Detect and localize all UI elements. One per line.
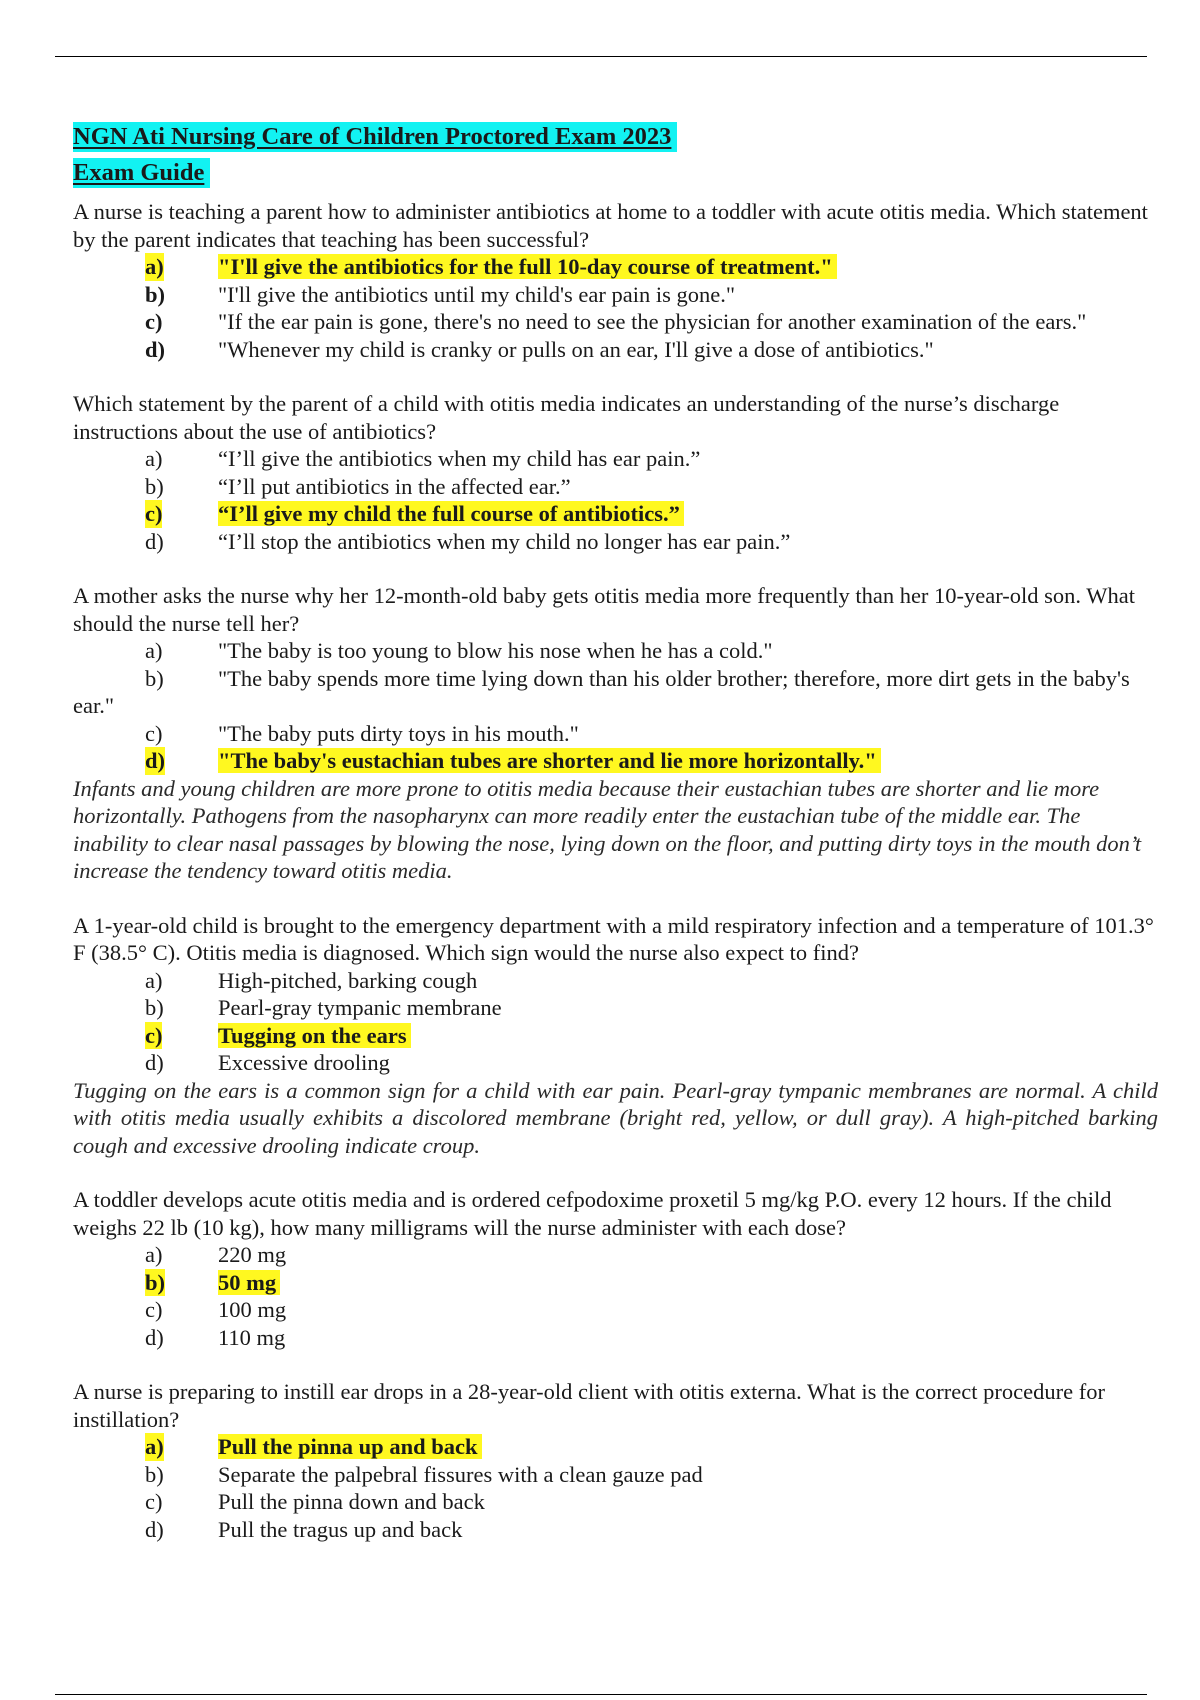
option-text: High-pitched, barking cough xyxy=(218,967,478,993)
option-b xyxy=(73,1461,1158,1489)
option-letter: a) xyxy=(145,1242,163,1267)
subtitle-block xyxy=(73,158,1158,188)
option-letter: d) xyxy=(145,1516,164,1542)
question-5 xyxy=(73,1186,1158,1351)
option-letter: d) xyxy=(145,1050,164,1075)
option-letter: d) xyxy=(145,748,166,773)
option-a xyxy=(73,637,1158,665)
option-letter: a) xyxy=(145,638,163,663)
option-text: 50 mg xyxy=(218,1270,280,1295)
question-2 xyxy=(73,390,1158,555)
option-text: 110 mg xyxy=(218,1324,286,1350)
option-letter: d) xyxy=(145,528,164,554)
bottom-rule xyxy=(55,1694,1147,1695)
question-1 xyxy=(73,198,1158,363)
option-letter: b) xyxy=(145,281,166,307)
option-text: “I’ll put antibiotics in the affected ear.” xyxy=(218,473,571,499)
option-c xyxy=(73,1488,1158,1516)
option-text: "Whenever my child is cranky or pulls on an ear, I'll give a dose of antibiotics." xyxy=(218,336,934,362)
question-stem: A nurse is teaching a parent how to administer antibiotics at home to a toddler with acute otitis media. Which statement by the parent indicates that teaching has been successful? xyxy=(73,199,1148,252)
option-c xyxy=(73,1022,1158,1050)
option-text: "I'll give the antibiotics until my child's ear pain is gone." xyxy=(218,281,736,307)
option-b xyxy=(73,665,1158,720)
option-letter: d) xyxy=(145,336,166,362)
question-6 xyxy=(73,1378,1158,1543)
question-stem: A nurse is preparing to instill ear drops in a 28-year-old client with otitis externa. What is the correct procedure for instillation? xyxy=(73,1379,1105,1432)
rationale-text: Tugging on the ears is a common sign for a child with ear pain. Pearl-gray tympanic membranes are normal. A child with otitis media usually exhibits a discolored membrane (bright red, yellow, or dull gray). A high-pitched barking cough and excessive drooling indicate croup. xyxy=(73,1077,1158,1158)
option-text: "If the ear pain is gone, there's no need to see the physician for another examination of the ears." xyxy=(218,309,1087,334)
option-text: “I’ll give the antibiotics when my child has ear pain.” xyxy=(218,446,701,471)
document-subtitle: Exam Guide xyxy=(73,158,210,188)
option-c xyxy=(73,500,1158,528)
option-text: "I'll give the antibiotics for the full 10-day course of treatment." xyxy=(218,254,837,279)
option-letter: b) xyxy=(145,665,164,691)
option-d xyxy=(73,747,1158,775)
document-title: NGN Ati Nursing Care of Children Proctored Exam 2023 xyxy=(73,122,677,152)
option-d xyxy=(73,1324,1158,1352)
top-rule xyxy=(55,56,1147,57)
question-stem: Which statement by the parent of a child with otitis media indicates an understanding of the nurse’s discharge instructions about the use of antibiotics? xyxy=(73,391,1060,444)
option-text: "The baby's eustachian tubes are shorter and lie more horizontally." xyxy=(218,748,881,773)
option-d xyxy=(73,1516,1158,1544)
option-letter: a) xyxy=(145,254,164,279)
rationale-text: Infants and young children are more prone to otitis media because their eustachian tubes are shorter and lie more horizontally. Pathogens from the nasopharynx can more readily enter the eustachian tube of the middle ear. The inability to clear nasal passages by blowing the nose, lying down on the floor, and putting dirty toys in the mouth don’t increase the tendency toward otitis media. xyxy=(73,775,1142,883)
option-text: “I’ll give my child the full course of antibiotics.” xyxy=(218,501,684,526)
option-b xyxy=(73,473,1158,501)
option-letter: c) xyxy=(145,1489,163,1514)
option-text: Pull the pinna down and back xyxy=(218,1489,485,1514)
option-d xyxy=(73,336,1158,364)
question-4 xyxy=(73,912,1158,1160)
option-text: Excessive drooling xyxy=(218,1050,390,1075)
option-text: 100 mg xyxy=(218,1297,287,1322)
option-letter: c) xyxy=(145,1297,163,1322)
option-text: "The baby puts dirty toys in his mouth." xyxy=(218,720,579,746)
question-stem: A 1-year-old child is brought to the emergency department with a mild respiratory infection and a temperature of 101.3° F (38.5° C). Otitis media is diagnosed. Which sign would the nurse also expect to find? xyxy=(73,912,1154,965)
option-letter: c) xyxy=(145,501,163,526)
option-text: 220 mg xyxy=(218,1242,287,1267)
option-a xyxy=(73,253,1158,281)
option-letter: b) xyxy=(145,995,164,1020)
question-stem: A toddler develops acute otitis media and is ordered cefpodoxime proxetil 5 mg/kg P.O. every 12 hours. If the child weighs 22 lb (10 kg), how many milligrams will the nurse administer with each dose? xyxy=(73,1187,1112,1240)
option-letter: b) xyxy=(145,1461,164,1487)
option-letter: a) xyxy=(145,1434,164,1459)
option-letter: b) xyxy=(145,1269,166,1295)
option-letter: c) xyxy=(145,1022,163,1048)
document-body xyxy=(73,122,1158,1543)
option-letter: c) xyxy=(145,720,163,746)
option-a xyxy=(73,1241,1158,1269)
option-letter: c) xyxy=(145,309,163,334)
option-letter: b) xyxy=(145,473,164,499)
option-text: "The baby spends more time lying down than his older brother; therefore, more dirt gets in the baby's ear." xyxy=(73,665,1130,718)
option-b xyxy=(73,994,1158,1022)
option-text: Separate the palpebral fissures with a clean gauze pad xyxy=(218,1461,703,1487)
option-text: "The baby is too young to blow his nose when he has a cold." xyxy=(218,638,773,663)
title-block xyxy=(73,122,1158,152)
option-c xyxy=(73,1296,1158,1324)
option-a xyxy=(73,1433,1158,1461)
question-3 xyxy=(73,582,1158,885)
option-c xyxy=(73,720,1158,748)
option-text: Tugging on the ears xyxy=(218,1023,411,1048)
option-a xyxy=(73,967,1158,995)
option-text: Pearl-gray tympanic membrane xyxy=(218,995,502,1020)
option-letter: d) xyxy=(145,1324,164,1350)
option-c xyxy=(73,308,1158,336)
option-b xyxy=(73,1269,1158,1297)
option-a xyxy=(73,445,1158,473)
option-text: Pull the pinna up and back xyxy=(218,1434,482,1459)
option-d xyxy=(73,1049,1158,1077)
option-letter: a) xyxy=(145,446,163,471)
option-d xyxy=(73,528,1158,556)
option-b xyxy=(73,281,1158,309)
option-letter: a) xyxy=(145,967,163,993)
option-text: Pull the tragus up and back xyxy=(218,1516,463,1542)
question-stem: A mother asks the nurse why her 12-month-old baby gets otitis media more frequently than her 10-year-old son. What should the nurse tell her? xyxy=(73,583,1136,636)
option-text: “I’ll stop the antibiotics when my child no longer has ear pain.” xyxy=(218,528,791,554)
